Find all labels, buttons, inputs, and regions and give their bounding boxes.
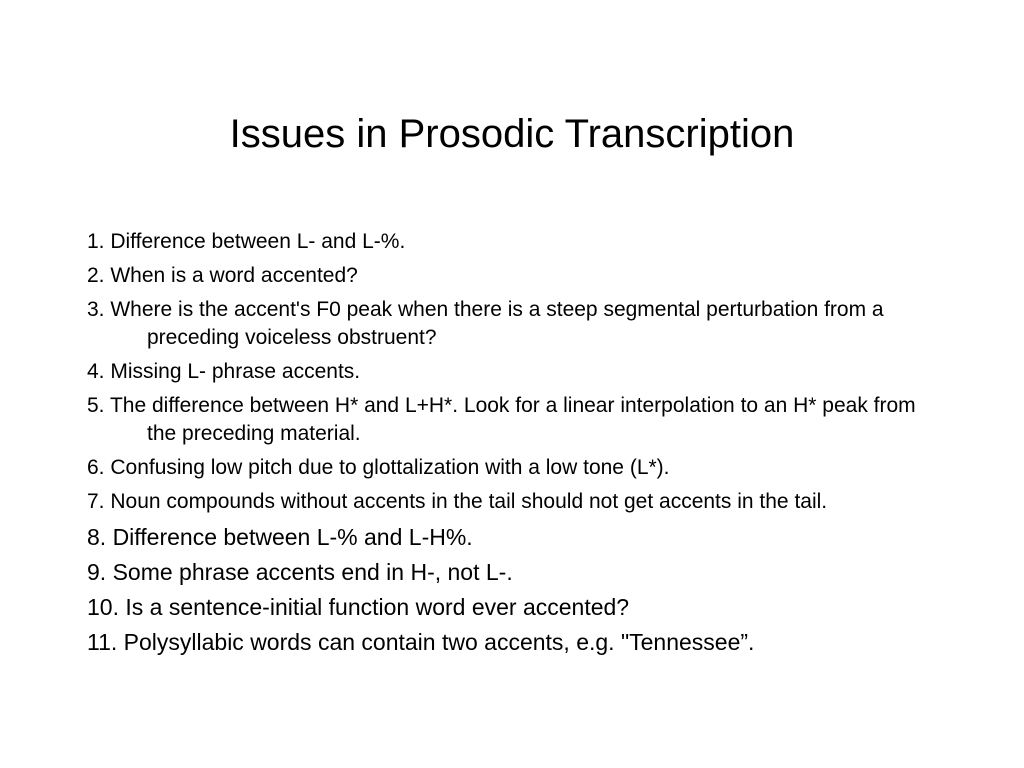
list-item-10: 10. Is a sentence-initial function word ever accented? bbox=[87, 594, 630, 620]
list-item-4: 4. Missing L- phrase accents. bbox=[87, 360, 361, 383]
list-item-1: 1. Difference between L- and L-%. bbox=[87, 230, 406, 253]
list-item-5: 5. The difference between H* and L+H*. Look for a linear interpolation to an H* peak from the preceding material. bbox=[87, 394, 916, 445]
list-item-7: 7. Noun compounds without accents in the tail should not get accents in the tail. bbox=[87, 490, 828, 513]
issue-list bbox=[87, 228, 927, 662]
list-item-9: 9. Some phrase accents end in H-, not L-. bbox=[87, 559, 513, 585]
list-item-8: 8. Difference between L-% and L-H%. bbox=[87, 524, 473, 550]
list-item-11: 11. Polysyllabic words can contain two accents, e.g. "Tennessee”. bbox=[87, 629, 755, 655]
slide-title: Issues in Prosodic Transcription bbox=[229, 112, 795, 156]
list-item-2: 2. When is a word accented? bbox=[87, 264, 358, 287]
list-item-3: 3. Where is the accent's F0 peak when there is a steep segmental perturbation from a preceding voiceless obstruent? bbox=[87, 298, 884, 349]
list-item-6: 6. Confusing low pitch due to glottalization with a low tone (L*). bbox=[87, 456, 670, 479]
